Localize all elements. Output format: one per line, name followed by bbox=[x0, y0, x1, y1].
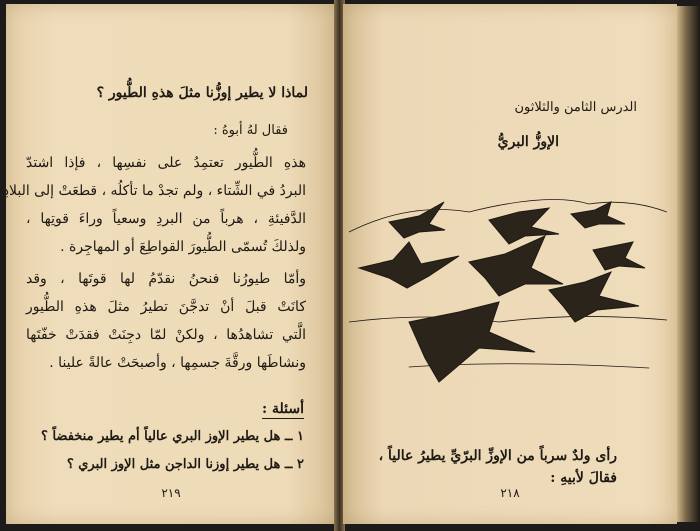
questions-heading: أسئلة : bbox=[261, 401, 304, 417]
lesson-heading: الدرس الثامن والثلاثون bbox=[514, 100, 637, 115]
paragraph-line: هذهِ الطُّيور تعتمِدُ على نفسِها ، فإذا اشتدّ bbox=[26, 155, 306, 171]
paragraph-line: ونشاطَها ورقَّةَ جسمِها ، وأصبحَتْ عالةً علينا . bbox=[49, 355, 306, 371]
page-edge bbox=[677, 6, 700, 522]
right-page bbox=[343, 4, 677, 524]
goose-3 bbox=[571, 202, 625, 228]
goose-4 bbox=[359, 242, 459, 288]
left-page bbox=[2, 4, 336, 524]
paragraph-line: ولذلكَ تُسمّى الطُّيورَ القواطِعَ أو المهاجِرة . bbox=[60, 239, 306, 255]
intro-line: فقال لهُ أبوهُ : bbox=[213, 123, 288, 138]
goose-2 bbox=[489, 208, 559, 244]
paragraph-line: الَّتي تشاهدُها ، ولكنْ لمّا دجِنَتْ فقدَتْ خفّتَها bbox=[26, 327, 306, 343]
page-title: لماذا لا يطير إوزُّنا مثلَ هذهِ الطُّيور ؟ bbox=[96, 85, 308, 101]
geese-illustration bbox=[349, 172, 667, 408]
paragraph-line: البردُ في الشِّتاء ، ولم تجدْ ما تأكلُه ، قطعَتْ إلى البلادِ bbox=[2, 183, 306, 199]
goose-6 bbox=[549, 272, 639, 322]
paragraph-line: الدَّفيئةِ ، هرباً من البردِ وسعياً وراءَ قوتِها ، bbox=[26, 211, 306, 227]
page-number: ٢١٩ bbox=[161, 486, 181, 500]
goose-7 bbox=[593, 242, 645, 270]
goose-5 bbox=[469, 236, 563, 296]
page-number: ٢١٨ bbox=[500, 486, 520, 500]
question-item: ٢ ــ هل يطير إوزنا الداجن مثل الإوز البري ؟ bbox=[66, 457, 304, 472]
lesson-subtitle: الإوزُّ البريُّ bbox=[497, 134, 559, 150]
goose-8 bbox=[409, 302, 535, 382]
goose-1 bbox=[389, 202, 445, 238]
question-item: ١ ــ هل يطير الإوز البري عالياً أم يطير منخفضاً ؟ bbox=[41, 429, 304, 444]
caption-line: فقالَ لأبيهِ : bbox=[550, 470, 617, 486]
caption-line: رأى ولدٌ سرباً من الإوزِّ البرّيِّ يطيرُ عالياً ، bbox=[378, 448, 617, 464]
paragraph-line: وأمّا طيورُنا فنحنُ نقدّمُ لها قوتَها ، وقد bbox=[26, 271, 306, 287]
paragraph-line: كانَتْ قبلَ أنْ تدجَّنَ تطيرُ مثلَ هذهِ الطُّيور bbox=[26, 299, 306, 315]
